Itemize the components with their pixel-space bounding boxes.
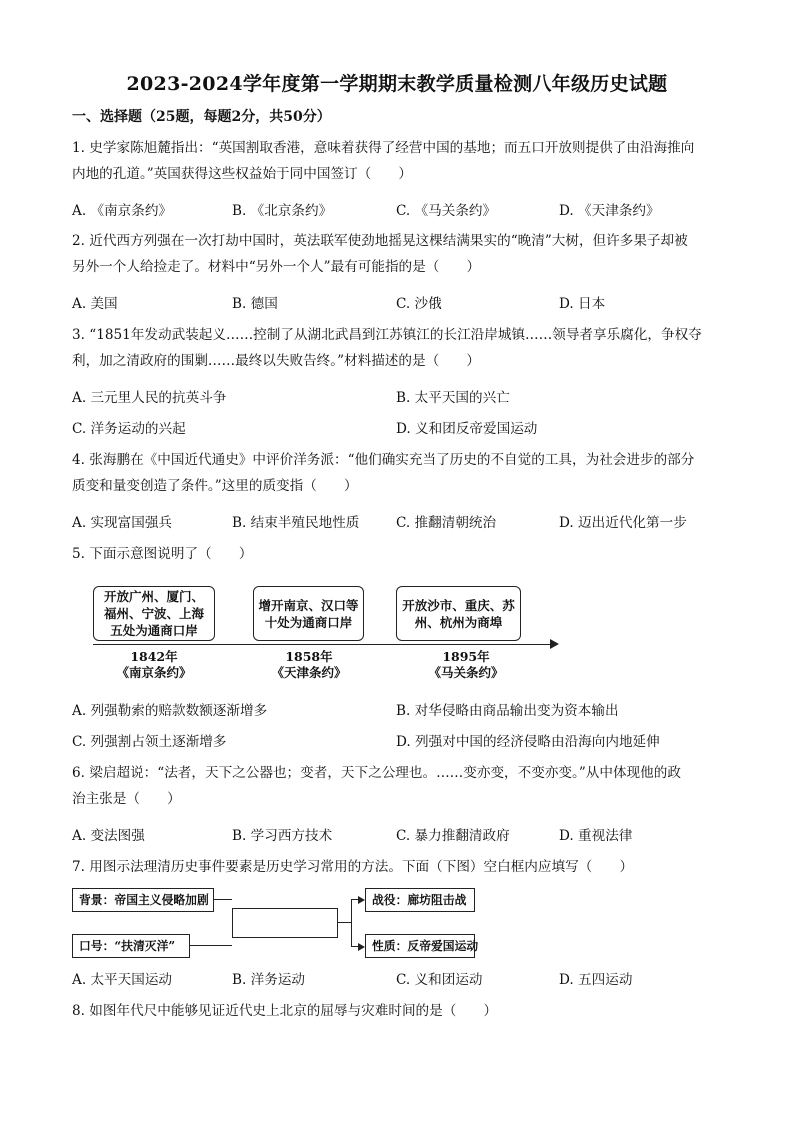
option-c: C. 义和团运动 [396, 972, 483, 988]
question-4-options [72, 510, 732, 536]
option-a: A. 变法图强 [72, 828, 145, 844]
option-c: C. 洋务运动的兴起 [72, 421, 186, 437]
question-7-options [72, 967, 732, 993]
question-4-line-2: 质变和量变创造了条件。”这里的质变指（ ） [72, 478, 358, 494]
question-6-line-1: 6. 梁启超说：“法者，天下之公器也；变者，天下之公理也。……变亦变，不变亦变。”从中体现他的政 [72, 765, 681, 781]
option-d: D. 列强对中国的经济侵略由沿海向内地延伸 [396, 734, 660, 750]
option-a: A. 《南京条约》 [72, 203, 173, 219]
question-6-options [72, 823, 732, 849]
timeline-treaty-1895: 《马关条约》 [428, 665, 504, 680]
option-b: B. 太平天国的兴亡 [396, 390, 510, 406]
timeline-axis [93, 644, 553, 645]
question-7-line-1: 7. 用图示法理清历史事件要素是历史学习常用的方法。下面（下图）空白框内应填写（ ） [72, 859, 634, 875]
question-1-line-2: 内地的孔道。”英国获得这些权益始于同中国签订（ ） [72, 166, 412, 182]
question-3-line-1: 3. “1851年发动武装起义……控制了从湖北武昌到江苏镇江的长江沿岸城镇……领导者享乐腐化，争权夺 [72, 327, 702, 343]
arrow-right-icon [358, 896, 365, 904]
option-b: B. 对华侵略由商品输出变为资本输出 [396, 703, 619, 719]
event-battle-box: 战役：廊坊阻击战 [365, 888, 475, 912]
timeline-year-1895: 1895年 [442, 649, 490, 664]
option-c: C. 沙俄 [396, 296, 442, 312]
question-2-line-1: 2. 近代西方列强在一次打劫中国时，英法联军使劲地摇晃这棵结满果实的“晚清”大树，但许多果子却被 [72, 233, 688, 249]
question-8 [72, 998, 732, 1024]
option-d: D. 《天津条约》 [559, 203, 660, 219]
question-4-line-1: 4. 张海鹏在《中国近代通史》中评价洋务派：“他们确实充当了历史的不自觉的工具，为社会进步的部分 [72, 452, 695, 468]
option-c: C. 列强割占领土逐渐增多 [72, 734, 227, 750]
timeline-treaty-1858: 《天津条约》 [271, 665, 347, 680]
timeline-box-1858: 增开南京、汉口等十处为通商口岸 [253, 586, 364, 641]
question-5-options-row-1 [72, 698, 732, 724]
question-6-line-2: 治主张是（ ） [72, 791, 181, 807]
question-3 [72, 322, 732, 374]
connector-line [351, 899, 352, 947]
option-b: B. 洋务运动 [232, 972, 306, 988]
question-8-line-1: 8. 如图年代尺中能够见证近代史上北京的屈辱与灾难时间的是（ ） [72, 1003, 498, 1019]
timeline-year-1858: 1858年 [285, 649, 333, 664]
timeline-arrow-icon [550, 639, 559, 649]
question-1-options [72, 198, 732, 224]
question-5-line-1: 5. 下面示意图说明了（ ） [72, 546, 253, 562]
question-1-line-1: 1. 史学家陈旭麓指出：“英国割取香港，意味着获得了经营中国的基地；而五口开放则提供了由沿海推向 [72, 140, 695, 156]
option-c: C. 推翻清朝统治 [396, 515, 497, 531]
question-5 [72, 541, 732, 567]
option-d: D. 重视法律 [559, 828, 633, 844]
event-nature-box: 性质：反帝爱国运动 [365, 934, 475, 958]
question-6 [72, 760, 732, 812]
option-c: C. 暴力推翻清政府 [396, 828, 510, 844]
event-background-box: 背景：帝国主义侵略加剧 [72, 888, 214, 912]
option-b: B. 结束半殖民地性质 [232, 515, 360, 531]
question-1 [72, 135, 732, 187]
timeline-treaty-1842: 《南京条约》 [116, 665, 192, 680]
arrow-right-icon [358, 943, 365, 951]
connector-line [338, 922, 351, 923]
option-d: D. 日本 [559, 296, 606, 312]
option-b: B. 学习西方技术 [232, 828, 333, 844]
connector-line [214, 899, 232, 900]
event-slogan-box: 口号：“扶清灭洋” [72, 934, 190, 958]
option-d: D. 迈出近代化第一步 [559, 515, 687, 531]
question-4 [72, 447, 732, 499]
question-3-line-2: 利，加之清政府的围剿……最终以失败告终。”材料描述的是（ ） [72, 353, 480, 369]
option-b: B. 《北京条约》 [232, 203, 333, 219]
question-3-options-row-1 [72, 385, 732, 411]
event-center-blank-box [232, 908, 338, 938]
option-a: A. 三元里人民的抗英斗争 [72, 390, 227, 406]
timeline-year-1842: 1842年 [130, 649, 178, 664]
question-2 [72, 228, 732, 280]
question-3-options-row-2 [72, 416, 732, 442]
timeline-box-1842: 开放广州、厦门、福州、宁波、上海五处为通商口岸 [93, 586, 215, 641]
section-heading: 一、选择题（25题，每题2分，共50分） [72, 109, 331, 125]
question-5-options-row-2 [72, 729, 732, 755]
option-d: D. 义和团反帝爱国运动 [396, 421, 538, 437]
connector-line [190, 945, 232, 946]
option-b: B. 德国 [232, 296, 278, 312]
option-a: A. 实现富国强兵 [72, 515, 173, 531]
question-2-options [72, 291, 732, 317]
question-7 [72, 854, 732, 880]
question-2-line-2: 另外一个人给捡走了。材料中“另外一个人”最有可能指的是（ ） [72, 259, 481, 275]
option-a: A. 列强勒索的赔款数额逐渐增多 [72, 703, 268, 719]
option-a: A. 美国 [72, 296, 118, 312]
option-d: D. 五四运动 [559, 972, 633, 988]
option-a: A. 太平天国运动 [72, 972, 173, 988]
page-title: 2023-2024学年度第一学期期末教学质量检测八年级历史试题 [126, 73, 668, 95]
timeline-box-1895: 开放沙市、重庆、苏州、杭州为商埠 [396, 586, 521, 641]
option-c: C. 《马关条约》 [396, 203, 497, 219]
